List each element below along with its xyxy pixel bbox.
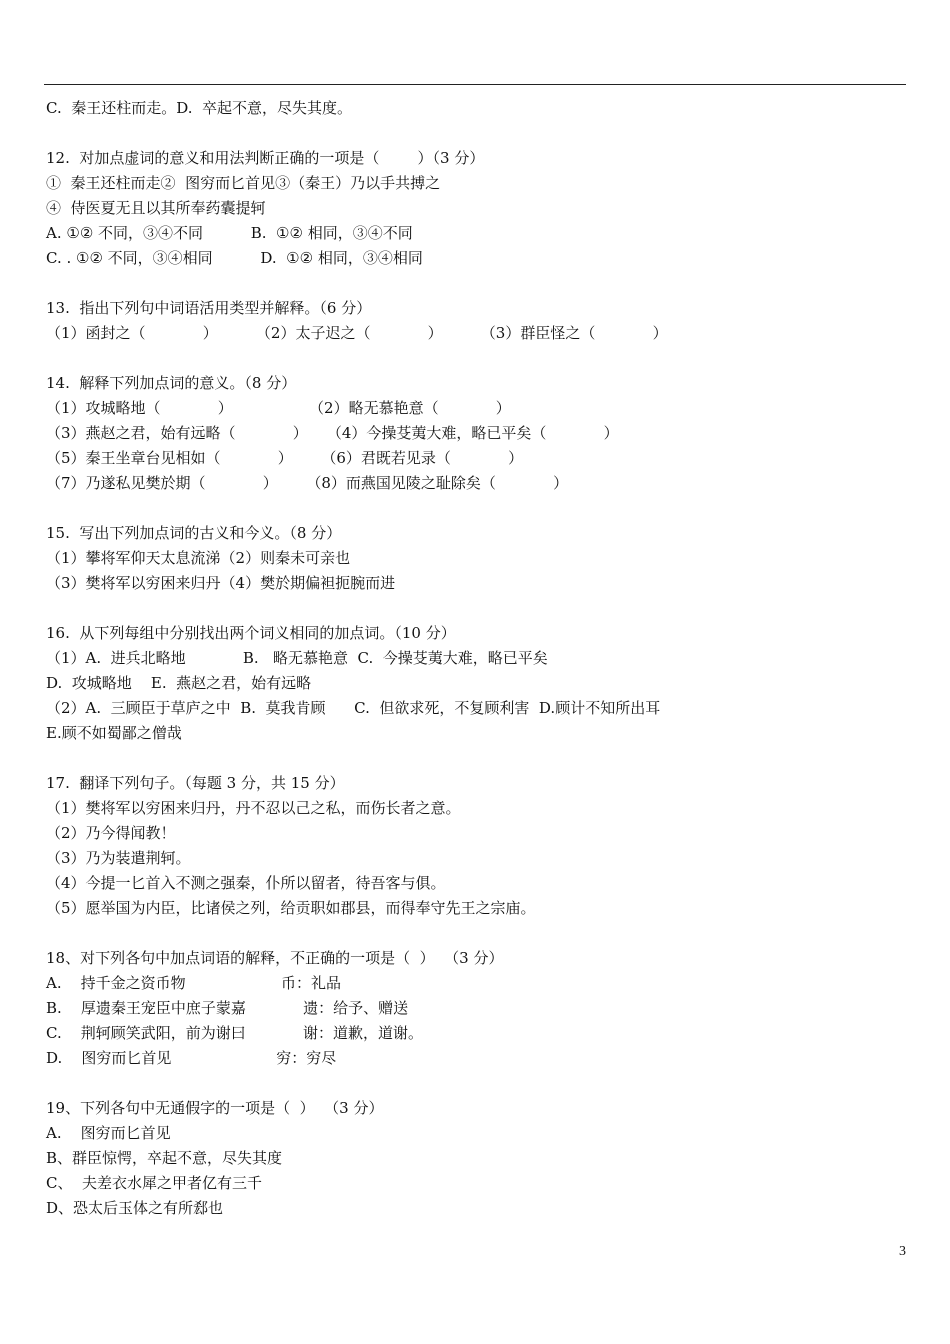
question-16-title: 16. 从下列每组中分别找出两个词义相同的加点词。（10 分） xyxy=(46,624,456,642)
option-line: B. 厚遗秦王宠臣中庶子蒙嘉 遗：给予、赠送 xyxy=(46,999,409,1017)
option-line: （1）A. 进兵北略地 B. 略无慕艳意 C. 今操芟荑大难，略已平矣 xyxy=(46,649,548,667)
option-line: A. 持千金之资币物 币：礼品 xyxy=(46,974,342,992)
text-line: （5）愿举国为内臣，比诸侯之列，给贡职如郡县，而得奉守先王之宗庙。 xyxy=(46,899,536,917)
question-15-title: 15. 写出下列加点词的古义和今义。（8 分） xyxy=(46,524,342,542)
option-line: B、群臣惊愕，卒起不意，尽失其度 xyxy=(46,1149,283,1167)
text-line: （4）今提一匕首入不测之强秦，仆所以留者，待吾客与俱。 xyxy=(46,874,446,892)
document-body xyxy=(46,96,906,1221)
text-line: （3）樊将军以穷困来归丹（4）樊於期偏袒扼腕而进 xyxy=(46,574,396,592)
text-line: （1）樊将军以穷困来归丹，丹不忍以己之私，而伤长者之意。 xyxy=(46,799,461,817)
blank-line xyxy=(46,921,906,946)
text-line: ④ 侍医夏无且以其所奉药囊提轲 xyxy=(46,199,266,217)
blank-line xyxy=(46,496,906,521)
blank-line xyxy=(46,596,906,621)
option-line: C、 夫差衣水犀之甲者亿有三千 xyxy=(46,1174,263,1192)
text-line: （5）秦王坐章台见相如（ ） （6）君既若见录（ ） xyxy=(46,449,524,467)
text-line: （7）乃遂私见樊於期（ ） （8）而燕国见陵之耻除矣（ ） xyxy=(46,474,569,492)
question-18-title: 18、对下列各句中加点词语的解释，不正确的一项是（ ） （3 分） xyxy=(46,949,504,967)
option-line: C. . ①② 不同，③④相同 D. ①② 相同，③④相同 xyxy=(46,249,423,267)
text-line: ① 秦王还柱而走② 图穷而匕首见③（秦王）乃以手共搏之 xyxy=(46,174,441,192)
page-number: 3 xyxy=(899,1244,906,1259)
option-line: A. ①② 不同，③④不同 B. ①② 相同，③④不同 xyxy=(46,224,413,242)
option-line: A. 图穷而匕首见 xyxy=(46,1124,171,1142)
option-line: C. 荆轲顾笑武阳，前为谢曰 谢：道歉，道谢。 xyxy=(46,1024,424,1042)
blank-line xyxy=(46,271,906,296)
text-line: C. 秦王还柱而走。D. 卒起不意，尽失其度。 xyxy=(46,99,353,117)
blank-line xyxy=(46,346,906,371)
text-line: （1）函封之（ ） （2）太子迟之（ ） （3）群臣怪之（ ） xyxy=(46,324,668,342)
text-line: （3）乃为装遣荆轲。 xyxy=(46,849,191,867)
text-line: （3）燕赵之君，始有远略（ ） （4）今操芟荑大难，略已平矣（ ） xyxy=(46,424,619,442)
text-line: （1）攀将军仰天太息流涕（2）则秦未可亲也 xyxy=(46,549,351,567)
question-12-title: 12. 对加点虚词的意义和用法判断正确的一项是（ ）（3 分） xyxy=(46,149,485,167)
header-rule xyxy=(44,84,906,85)
question-17-title: 17. 翻译下列句子。（每题 3 分，共 15 分） xyxy=(46,774,345,792)
blank-line xyxy=(46,746,906,771)
question-14-title: 14. 解释下列加点词的意义。（8 分） xyxy=(46,374,297,392)
blank-line xyxy=(46,1071,906,1096)
text-line: （1）攻城略地（ ） （2）略无慕艳意（ ） xyxy=(46,399,511,417)
question-19-title: 19、下列各句中无通假字的一项是（ ） （3 分） xyxy=(46,1099,384,1117)
option-line: D、恐太后玉体之有所郄也 xyxy=(46,1199,224,1217)
option-line: E.顾不如蜀鄙之僧哉 xyxy=(46,724,182,742)
option-line: D. 攻城略地 E. 燕赵之君，始有远略 xyxy=(46,674,312,692)
blank-line xyxy=(46,121,906,146)
text-line: （2）乃今得闻教！ xyxy=(46,824,176,842)
option-line: D. 图穷而匕首见 穷：穷尽 xyxy=(46,1049,337,1067)
option-line: （2）A. 三顾臣于草庐之中 B. 莫我肯顾 C. 但欲求死，不复顾利害 D.顾计不知所出耳 xyxy=(46,699,661,717)
question-13-title: 13. 指出下列句中词语活用类型并解释。（6 分） xyxy=(46,299,372,317)
